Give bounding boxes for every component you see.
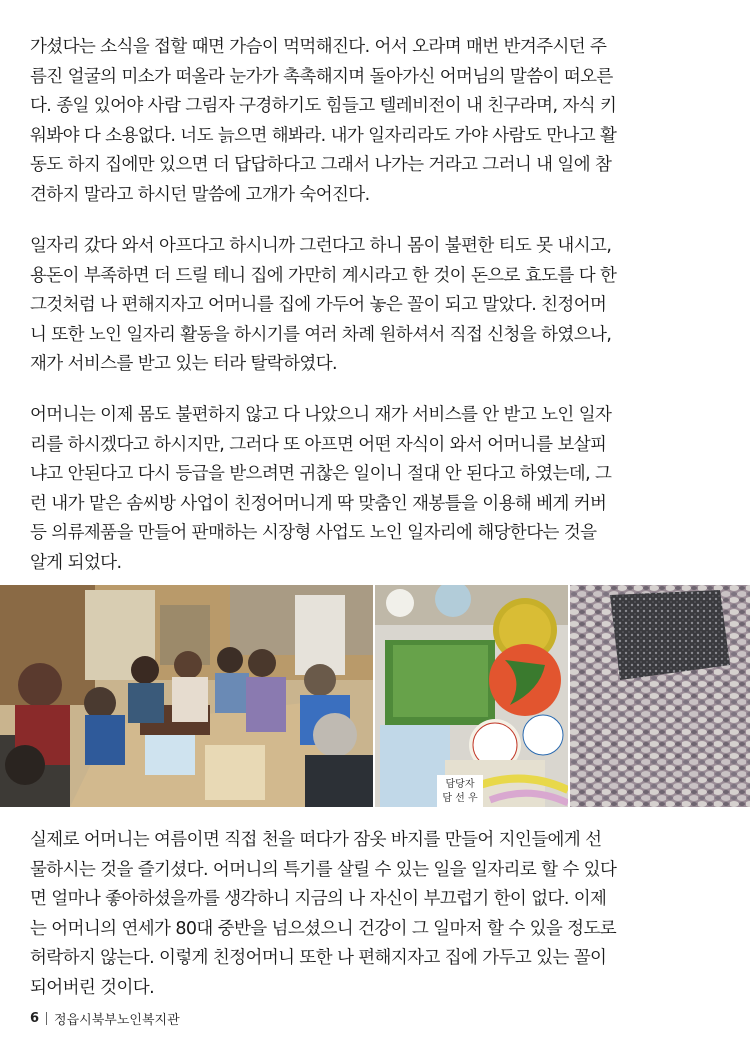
text-line: 다. 종일 있어야 사람 그림자 구경하기도 힘들고 텔레비전이 내 친구라며, 자식 키 (30, 96, 617, 116)
text-line: 는 어머니의 연세가 80대 중반을 넘으셨으니 건강이 그 일마저 할 수 있을 정도로 (30, 918, 617, 939)
text-line: 리를 하시겠다고 하시지만, 그러다 또 아프면 어떤 자식이 와서 어머니를 보살피 (30, 434, 607, 455)
vendor-tag-name: 담 선 우 (442, 793, 478, 804)
text-line: 런 내가 맡은 솜씨방 사업이 친정어머니게 딱 맞춤인 재봉틀을 이용해 베게 커버 (30, 493, 607, 514)
text-line: 일자리 갔다 와서 아프다고 하시니까 그런다고 하니 몸이 불편한 티도 못 내시고, (30, 236, 612, 256)
paragraph-1 (30, 33, 722, 210)
text-line: 가셨다는 소식을 접할 때면 가슴이 먹먹해진다. 어서 오라며 매번 반겨주시던 주 (30, 37, 607, 57)
page-number: 6 (30, 1011, 40, 1026)
text-line: 름진 얼굴의 미소가 떠올라 눈가가 촉촉해지며 돌아가신 어머님의 말씀이 떠오른 (30, 66, 613, 87)
text-line: 냐고 안된다고 다시 등급을 받으려면 귀찮은 일이니 절대 안 된다고 하였는데, 그 (30, 464, 612, 484)
text-line: 면 얼마나 좋아하셨을까를 생각하니 지금의 나 자신이 부끄럽기 한이 없다. 이제 (30, 889, 607, 909)
text-line: 실제로 어머니는 여름이면 직접 천을 떠다가 잠옷 바지를 만들어 지인들에게 선 (30, 830, 602, 850)
woven-fabric-photo (570, 585, 750, 807)
text-line: 견하지 말라고 하시던 말씀에 고개가 숙어진다. (30, 184, 370, 205)
text-line: 등 의류제품을 만들어 판매하는 시장형 사업도 노인 일자리에 해당한다는 것을 (30, 523, 597, 543)
text-line: 워봐야 다 소용없다. 너도 늙으면 해봐라. 내가 일자리라도 가야 사람도 만나고 활 (30, 125, 617, 146)
text-line: 물하시는 것을 즐기셨다. 어머니의 특기를 살릴 수 있는 일을 일자리로 할 수 있다 (30, 859, 617, 880)
footer-divider (46, 1012, 47, 1025)
text-line: 그것처럼 나 편해지자고 어머니를 집에 가두어 놓은 꼴이 되고 말았다. 친정어머 (30, 295, 607, 315)
text-line: 알게 되었다. (30, 552, 122, 573)
text-line: 되어버린 것이다. (30, 977, 155, 998)
group-photo-sewing-class (0, 585, 373, 807)
paragraph-3 (30, 401, 722, 578)
knitted-products-photo (375, 585, 568, 807)
text-line: 동도 하지 집에만 있으면 더 답답하다고 그래서 나가는 거라고 그러니 내 일에 참 (30, 155, 612, 175)
paragraph-4 (30, 826, 722, 1003)
page-footer (30, 1009, 180, 1028)
paragraph-2 (30, 232, 722, 380)
text-line: 용돈이 부족하면 더 드릴 테니 집에 가만히 계시라고 한 것이 돈으로 효도를 다 한 (30, 265, 617, 286)
vendor-tag-title: 담당자 (445, 779, 475, 790)
text-line: 허락하지 않는다. 이렇게 친정어머니 또한 나 편해지자고 집에 가두고 있는 꼴이 (30, 948, 607, 968)
text-line: 니 또한 노인 일자리 활동을 하시기를 여러 차례 원하셔서 직접 신청을 하였으나, (30, 324, 612, 345)
text-line: 어머니는 이제 몸도 불편하지 않고 다 나았으니 재가 서비스를 안 받고 노인 일자 (30, 405, 612, 425)
text-line: 재가 서비스를 받고 있는 터라 탈락하였다. (30, 354, 337, 374)
organization-name: 정읍시북부노인복지관 (54, 1013, 180, 1028)
photo-strip (0, 585, 750, 807)
